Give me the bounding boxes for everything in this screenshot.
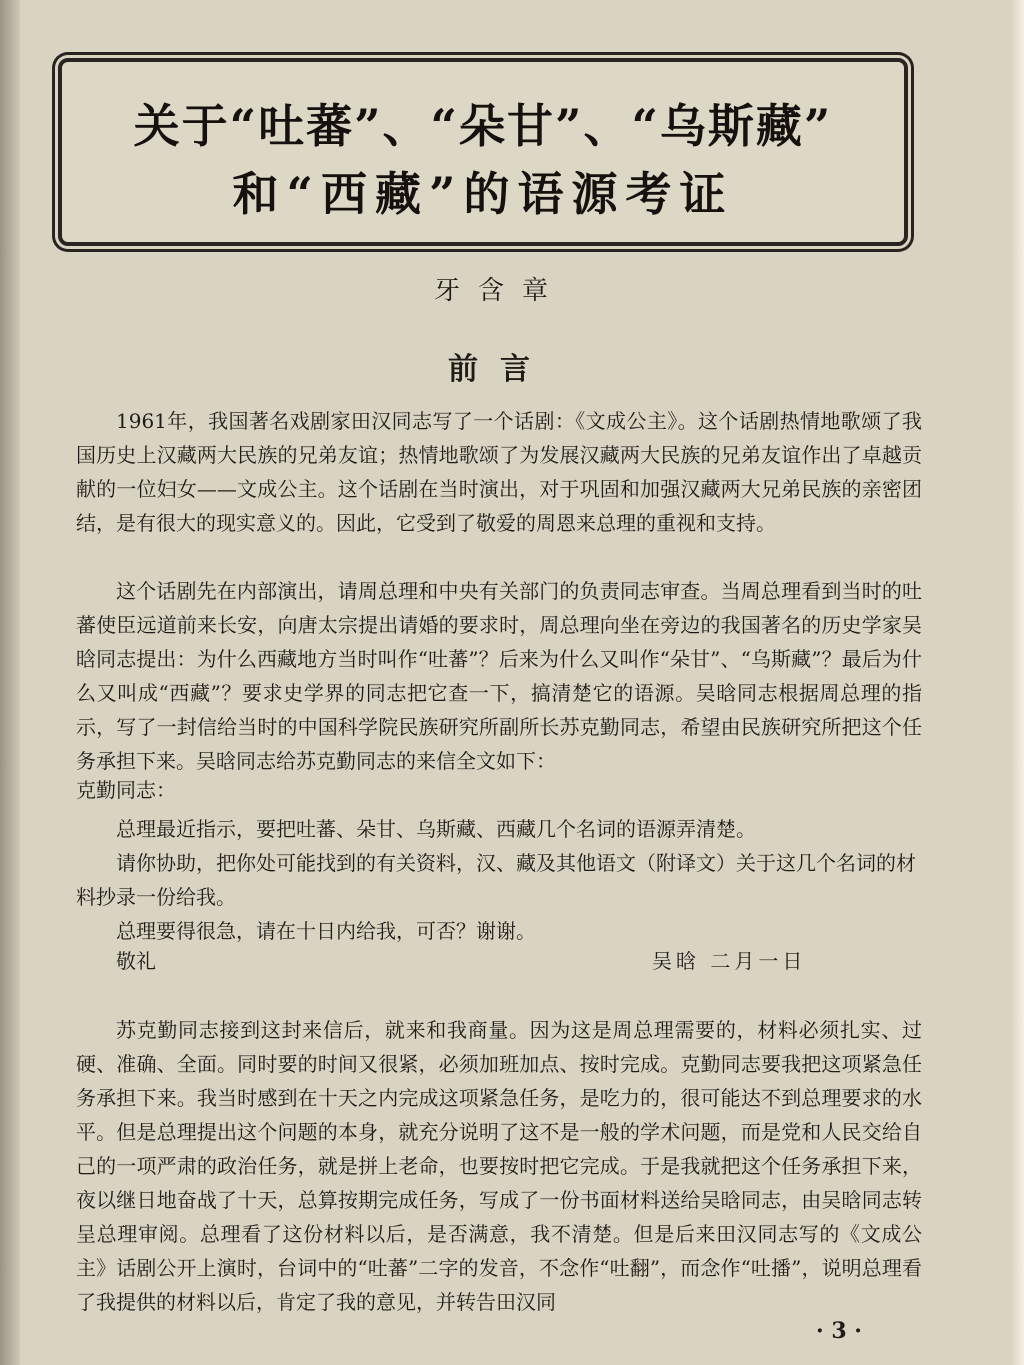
article-title-line1: 关于“吐蕃”、“朵甘”、“乌斯藏” [133,99,833,153]
article-title-line2: 和“西藏”的语源考证 [232,167,734,221]
section-heading: 前言 [448,352,552,387]
page-edge [1010,0,1024,1365]
letter-line-3: 总理要得很急，请在十日内给我，可否？谢谢。 [116,919,536,943]
page-number: · 3 · [816,1318,862,1344]
paragraph-2: 这个话剧先在内部演出，请周总理和中央有关部门的负责同志审查。当周总理看到当时的吐蕃使臣远道前来长安，向唐太宗提出请婚的要求时，周总理向坐在旁边的我国著名的历史学家吴晗同志提出：为什么西藏地方当时叫作“吐蕃”？后来为什么又叫作“朵甘”、“乌斯藏”？最后为什么又叫成“西藏”？要求史学界的同志把它查一下，搞清楚它的语源。吴晗同志根据周总理的指示，写了一封信给当时的中国科学院民族研究所副所长苏克勤同志，希望由民族研究所把这个任务承担下来。吴晗同志给苏克勤同志的来信全文如下： [76,579,922,773]
letter-line-2: 请你协助，把你处可能找到的有关资料，汉、藏及其他语文（附译文）关于这几个名词的材料抄录一份给我。 [76,851,916,909]
paragraph-1: 1961年，我国著名戏剧家田汉同志写了一个话剧：《文成公主》。这个话剧热情地歌颂了我国历史上汉藏两大民族的兄弟友谊；热情地歌颂了为发展汉藏两大民族的兄弟友谊作出了卓越贡献的一位妇女——文成公主。这个话剧在当时演出，对于巩固和加强汉藏两大兄弟民族的亲密团结，是有很大的现实意义的。因此，它受到了敬爱的周恩来总理的重视和支持。 [76,409,922,535]
letter-line-1: 总理最近指示，要把吐蕃、朵甘、乌斯藏、西藏几个名词的语源弄清楚。 [116,817,756,841]
letter-signature: 吴晗 二月一日 [652,949,807,973]
page-gutter-shadow [0,0,20,1365]
paragraph-3: 苏克勤同志接到这封来信后，就来和我商量。因为这是周总理需要的，材料必须扎实、过硬、准确、全面。同时要的时间又很紧，必须加班加点、按时完成。克勤同志要我把这项紧急任务承担下来。我当时感到在十天之内完成这项紧急任务，是吃力的，很可能达不到总理要求的水平。但是总理提出这个问题的本身，就充分说明了这不是一般的学术问题，而是党和人民交给自己的一项严肃的政治任务，就是拼上老命，也要按时把它完成。于是我就把这个任务承担下来，夜以继日地奋战了十天，总算按期完成任务，写成了一份书面材料送给吴晗同志，由吴晗同志转呈总理审阅。总理看了这份材料以后，是否满意，我不清楚。但是后来田汉同志写的《文成公主》话剧公开上演时，台词中的“吐蕃”二字的发音，不念作“吐翻”，而念作“吐播”，说明总理看了我提供的材料以后，肯定了我的意见，并转告田汉同 [76,1018,922,1314]
author-name: 牙含章 [433,276,566,306]
letter-greeting: 克勤同志： [76,778,176,802]
letter-closing: 敬礼 [116,949,156,973]
title-frame [58,58,908,246]
